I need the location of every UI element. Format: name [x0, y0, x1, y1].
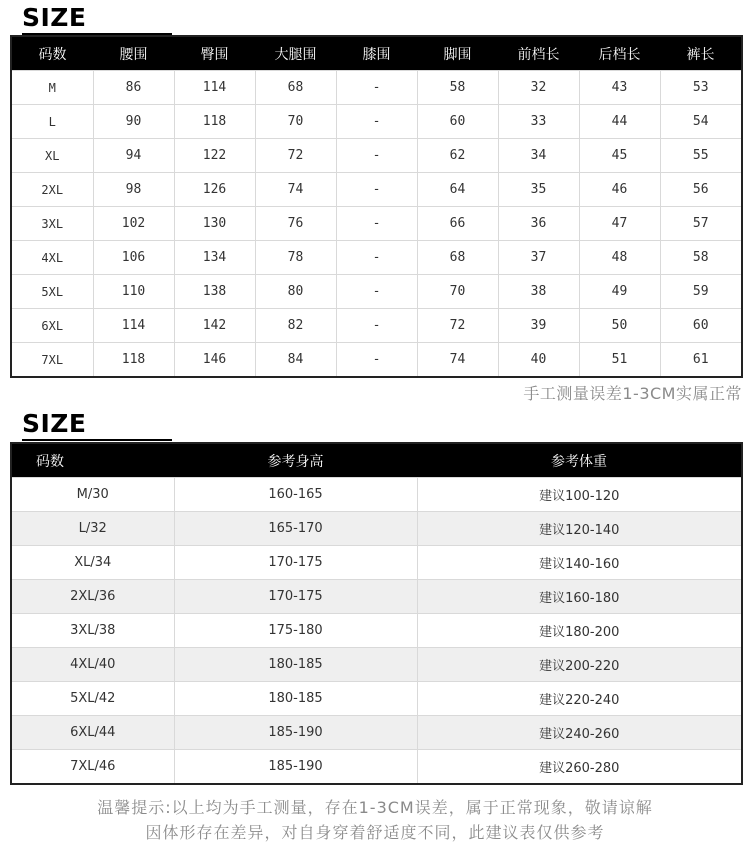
table-row: [11, 241, 742, 275]
value-cell: 建议200-220: [417, 648, 742, 682]
value-cell: 102: [93, 207, 174, 241]
value-cell: 58: [660, 241, 742, 275]
value-cell: 80: [255, 275, 336, 309]
value-cell: 59: [660, 275, 742, 309]
size-cell: L/32: [11, 512, 174, 546]
size-cell: 3XL/38: [11, 614, 174, 648]
size-cell: 2XL: [11, 173, 93, 207]
value-cell: 138: [174, 275, 255, 309]
value-cell: 建议260-280: [417, 750, 742, 785]
table-row: [11, 275, 742, 309]
value-cell: 70: [417, 275, 498, 309]
tip-line-1: 温馨提示:以上均为手工测量，存在1-3CM误差，属于正常现象，敬请谅解: [97, 798, 653, 817]
table-row: [11, 614, 742, 648]
value-cell: 60: [417, 105, 498, 139]
value-cell: 68: [417, 241, 498, 275]
value-cell: 94: [93, 139, 174, 173]
header-ref-height: 参考身高: [174, 443, 417, 478]
value-cell: 74: [417, 343, 498, 378]
value-cell: 37: [498, 241, 579, 275]
value-cell: 70: [255, 105, 336, 139]
size-cell: 5XL: [11, 275, 93, 309]
value-cell: 146: [174, 343, 255, 378]
header-size: 码数: [11, 36, 93, 71]
size-cell: 4XL: [11, 241, 93, 275]
value-cell: 建议220-240: [417, 682, 742, 716]
value-cell: 49: [579, 275, 660, 309]
value-cell: -: [336, 71, 417, 105]
value-cell: 建议140-160: [417, 546, 742, 580]
header-size: 码数: [11, 443, 174, 478]
header-leg-opening: 脚围: [417, 36, 498, 71]
value-cell: 134: [174, 241, 255, 275]
header-knee: 膝围: [336, 36, 417, 71]
value-cell: 78: [255, 241, 336, 275]
value-cell: 66: [417, 207, 498, 241]
value-cell: 建议180-200: [417, 614, 742, 648]
value-cell: 48: [579, 241, 660, 275]
tip-line-2: 因体形存在差异，对自身穿着舒适度不同，此建议表仅供参考: [145, 823, 605, 842]
value-cell: 68: [255, 71, 336, 105]
value-cell: 32: [498, 71, 579, 105]
value-cell: -: [336, 173, 417, 207]
value-cell: 76: [255, 207, 336, 241]
value-cell: 86: [93, 71, 174, 105]
value-cell: -: [336, 105, 417, 139]
value-cell: 175-180: [174, 614, 417, 648]
value-cell: 56: [660, 173, 742, 207]
value-cell: 98: [93, 173, 174, 207]
value-cell: 82: [255, 309, 336, 343]
value-cell: 建议120-140: [417, 512, 742, 546]
table-row: [11, 750, 742, 785]
value-cell: 58: [417, 71, 498, 105]
value-cell: 126: [174, 173, 255, 207]
reference-table: [10, 442, 743, 785]
header-back-rise: 后档长: [579, 36, 660, 71]
value-cell: 建议100-120: [417, 478, 742, 512]
measurement-note: 手工测量误差1-3CM实属正常: [523, 384, 742, 403]
value-cell: -: [336, 241, 417, 275]
value-cell: 110: [93, 275, 174, 309]
table-row: [11, 343, 742, 378]
table-row: [11, 580, 742, 614]
value-cell: 建议160-180: [417, 580, 742, 614]
size-cell: M: [11, 71, 93, 105]
table-row: [11, 173, 742, 207]
value-cell: 53: [660, 71, 742, 105]
table-row: [11, 478, 742, 512]
size-cell: L: [11, 105, 93, 139]
measurement-table: [10, 35, 743, 378]
value-cell: 122: [174, 139, 255, 173]
title-underline: [22, 439, 172, 441]
header-ref-weight: 参考体重: [417, 443, 742, 478]
value-cell: 38: [498, 275, 579, 309]
reference-header-row: [11, 443, 742, 478]
value-cell: 64: [417, 173, 498, 207]
size-cell: 6XL/44: [11, 716, 174, 750]
value-cell: 55: [660, 139, 742, 173]
value-cell: 建议240-260: [417, 716, 742, 750]
value-cell: 43: [579, 71, 660, 105]
size-cell: 2XL/36: [11, 580, 174, 614]
header-waist: 腰围: [93, 36, 174, 71]
value-cell: 114: [93, 309, 174, 343]
table-row: [11, 207, 742, 241]
value-cell: 46: [579, 173, 660, 207]
table-row: [11, 71, 742, 105]
table-row: [11, 105, 742, 139]
value-cell: 170-175: [174, 546, 417, 580]
value-cell: 36: [498, 207, 579, 241]
value-cell: 44: [579, 105, 660, 139]
value-cell: 90: [93, 105, 174, 139]
size-cell: M/30: [11, 478, 174, 512]
value-cell: 170-175: [174, 580, 417, 614]
value-cell: -: [336, 207, 417, 241]
value-cell: 39: [498, 309, 579, 343]
value-cell: 74: [255, 173, 336, 207]
size-cell: XL: [11, 139, 93, 173]
value-cell: 51: [579, 343, 660, 378]
value-cell: 62: [417, 139, 498, 173]
size-cell: 4XL/40: [11, 648, 174, 682]
value-cell: 160-165: [174, 478, 417, 512]
value-cell: 35: [498, 173, 579, 207]
size-cell: 7XL/46: [11, 750, 174, 785]
table-row: [11, 139, 742, 173]
value-cell: 45: [579, 139, 660, 173]
table-row: [11, 682, 742, 716]
value-cell: -: [336, 343, 417, 378]
value-cell: 185-190: [174, 750, 417, 785]
header-length: 裤长: [660, 36, 742, 71]
table-row: [11, 309, 742, 343]
value-cell: 47: [579, 207, 660, 241]
size-cell: 3XL: [11, 207, 93, 241]
table-row: [11, 512, 742, 546]
value-cell: 50: [579, 309, 660, 343]
value-cell: 165-170: [174, 512, 417, 546]
size-cell: 5XL/42: [11, 682, 174, 716]
value-cell: 57: [660, 207, 742, 241]
header-hip: 臀围: [174, 36, 255, 71]
header-thigh: 大腿围: [255, 36, 336, 71]
value-cell: -: [336, 309, 417, 343]
table-row: [11, 546, 742, 580]
value-cell: 60: [660, 309, 742, 343]
size-title-measurements: SIZE: [22, 3, 87, 32]
size-cell: 6XL: [11, 309, 93, 343]
value-cell: 61: [660, 343, 742, 378]
value-cell: 106: [93, 241, 174, 275]
value-cell: 84: [255, 343, 336, 378]
value-cell: 33: [498, 105, 579, 139]
measurement-header-row: [11, 36, 742, 71]
header-front-rise: 前档长: [498, 36, 579, 71]
value-cell: 34: [498, 139, 579, 173]
size-cell: 7XL: [11, 343, 93, 378]
value-cell: -: [336, 139, 417, 173]
size-cell: XL/34: [11, 546, 174, 580]
value-cell: 114: [174, 71, 255, 105]
table-row: [11, 648, 742, 682]
value-cell: 40: [498, 343, 579, 378]
table-row: [11, 716, 742, 750]
value-cell: 72: [417, 309, 498, 343]
value-cell: -: [336, 275, 417, 309]
value-cell: 180-185: [174, 648, 417, 682]
value-cell: 185-190: [174, 716, 417, 750]
value-cell: 180-185: [174, 682, 417, 716]
value-cell: 142: [174, 309, 255, 343]
value-cell: 54: [660, 105, 742, 139]
value-cell: 118: [174, 105, 255, 139]
value-cell: 118: [93, 343, 174, 378]
size-title-reference: SIZE: [22, 409, 87, 438]
value-cell: 130: [174, 207, 255, 241]
value-cell: 72: [255, 139, 336, 173]
